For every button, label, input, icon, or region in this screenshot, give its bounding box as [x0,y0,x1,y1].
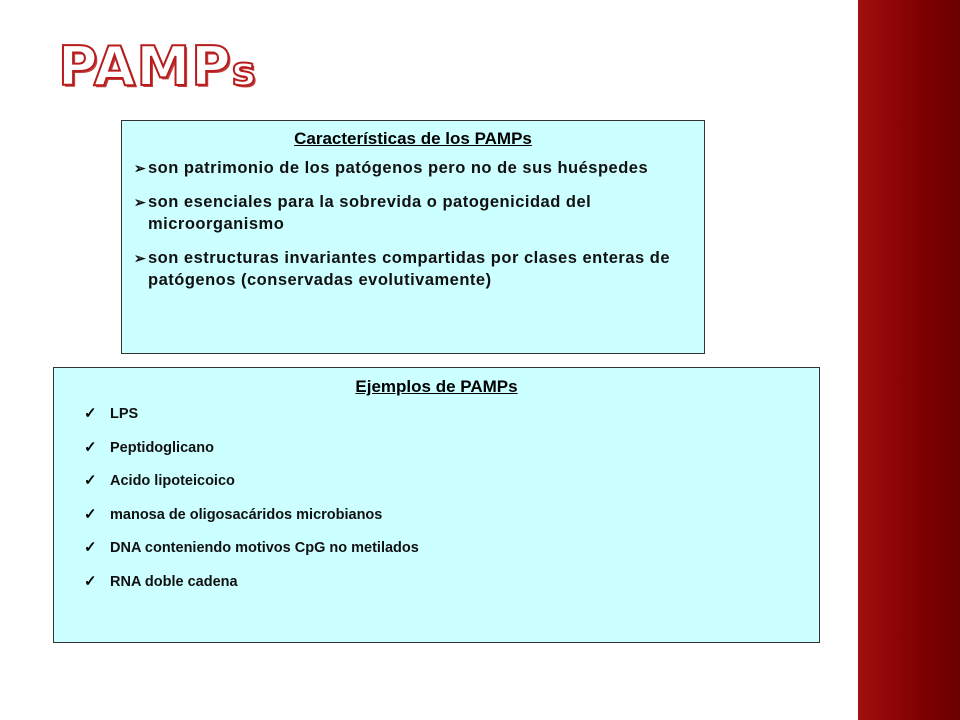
list-item-text: manosa de oligosacáridos microbianos [110,506,383,523]
list-item-text: son esenciales para la sobrevida o patogenicidad del microorganismo [148,193,592,233]
list-item [54,539,819,557]
list-item-text: Acido lipoteicoico [110,473,235,489]
list-item [54,405,819,423]
list-item-text: RNA doble cadena [110,573,238,590]
characteristics-heading: Características de los PAMPs [294,129,532,148]
list-item [134,247,692,291]
slide-title-main: PAMP [58,35,232,98]
checkmark-icon: ✓ [84,572,97,590]
characteristics-box [121,120,705,354]
checkmark-icon: ✓ [84,539,97,556]
list-item [54,472,819,490]
side-color-band [858,0,960,720]
checkmark-icon: ✓ [84,472,97,489]
arrow-bullet-icon: ➢ [134,160,147,176]
checkmark-icon: ✓ [84,405,97,422]
characteristics-list [134,157,692,291]
slide-title [58,35,257,98]
list-item [54,506,819,524]
list-item-text: DNA conteniendo motivos CpG no metilados [110,540,419,556]
list-item-text: son patrimonio de los patógenos pero no de sus huéspedes [148,159,649,177]
list-item [134,157,692,179]
checkmark-icon: ✓ [84,505,97,523]
list-item [134,191,692,235]
list-item-text: Peptidoglicano [110,439,214,456]
checkmark-icon: ✓ [84,438,97,456]
list-item-text: LPS [110,406,139,422]
slide-title-suffix: s [231,49,257,95]
examples-box [53,367,820,643]
list-item [54,573,819,591]
arrow-bullet-icon: ➢ [134,194,147,210]
arrow-bullet-icon: ➢ [134,250,147,266]
list-item [54,439,819,457]
examples-list [54,405,819,591]
list-item-text: son estructuras invariantes compartidas por clases enteras de patógenos (conservadas evolutivamente) [148,249,671,289]
examples-heading: Ejemplos de PAMPs [355,377,518,396]
